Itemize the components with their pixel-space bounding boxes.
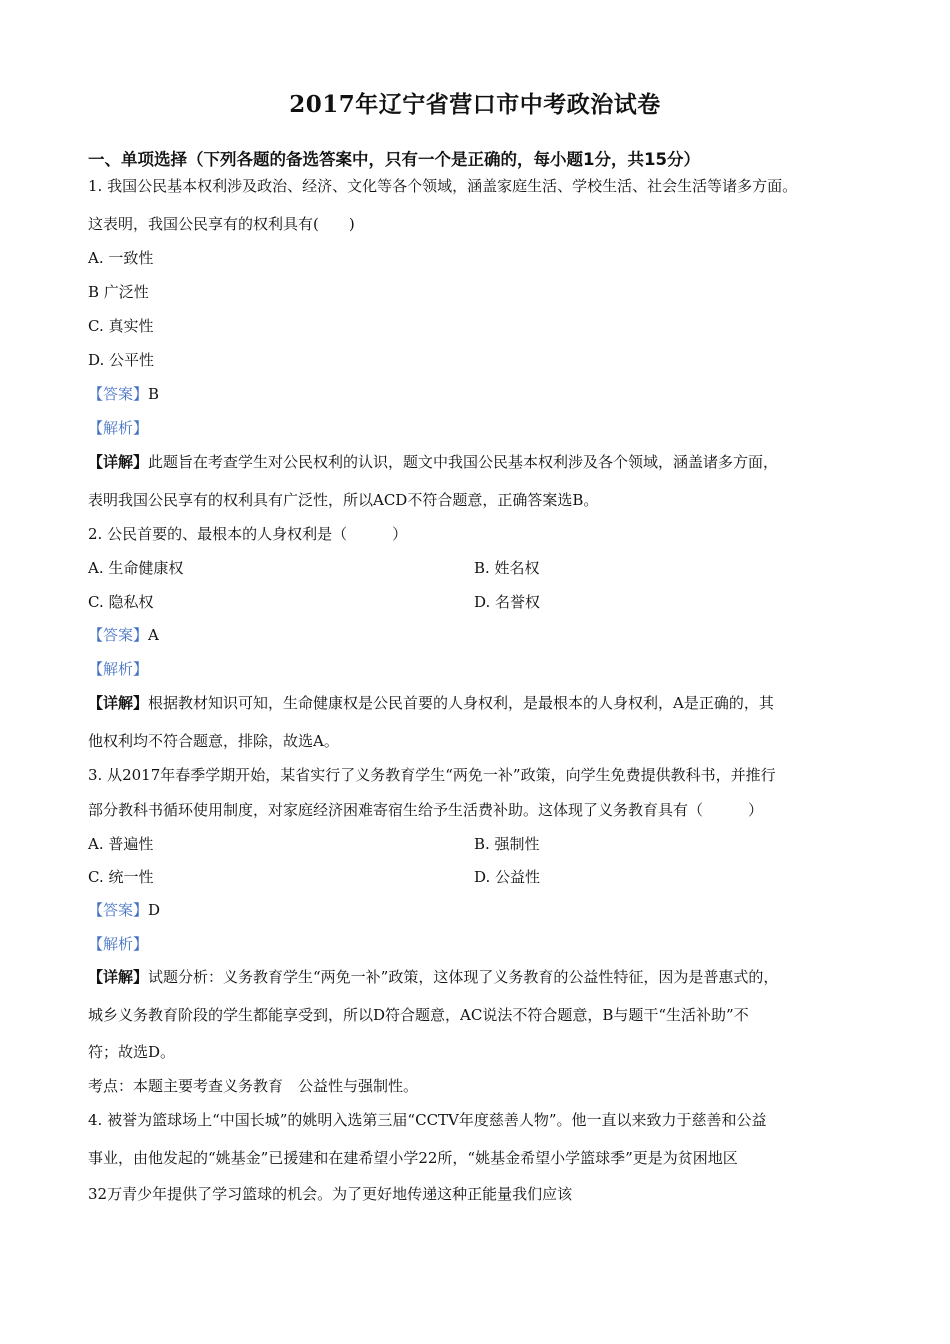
question-3-analysis-tag: 【解析】 [88,935,149,953]
detail-tag: 【详解】 [88,968,149,986]
question-3-stem-line-1: 3. 从2017年春季学期开始，某省实行了义务教育学生“两免一补”政策，向学生免费提供教科书，并推行 [88,766,776,784]
detail-text: 此题旨在考查学生对公民权利的认识，题文中我国公民基本权利涉及各个领域，涵盖诸多方面， [148,453,779,471]
question-3-stem-line-2: 部分教科书循环使用制度，对家庭经济困难寄宿生给予生活费补助。这体现了义务教育具有（ ） [88,801,764,819]
question-2-detail-line-1 [88,693,774,713]
question-2-answer [88,625,159,645]
answer-value: A [148,626,159,644]
detail-text: 试题分析：义务教育学生“两免一补”政策，这体现了义务教育的公益性特征，因为是普惠式的， [148,968,779,986]
detail-text: 根据教材知识可知，生命健康权是公民首要的人身权利，是最根本的人身权利，A是正确的，其 [148,694,774,712]
answer-tag: 【答案】 [88,626,149,644]
question-3-detail-line-2: 城乡义务教育阶段的学生都能享受到，所以D符合题意，AC说法不符合题意，B与题干“生活补助”不 [88,1006,749,1024]
question-1-stem-line-2: 这表明，我国公民享有的权利具有( ) [88,215,355,233]
question-2-detail-line-2: 他权利均不符合题意，排除，故选A。 [88,732,339,750]
question-3-detail-line-3: 符；故选D。 [88,1043,176,1061]
question-1-option-d: D. 公平性 [88,351,155,369]
question-4-stem-line-1: 4. 被誉为篮球场上“中国长城”的姚明入选第三届“CCTV年度慈善人物”。他一直以来致力于慈善和公益 [88,1111,767,1129]
question-1-answer [88,384,159,404]
question-2-option-a: A. 生命健康权 [88,559,184,577]
answer-value: D [148,901,161,919]
question-3-option-a: A. 普遍性 [88,835,154,853]
question-2-option-c: C. 隐私权 [88,593,154,611]
question-2-option-d: D. 名誉权 [474,593,541,611]
detail-tag: 【详解】 [88,694,149,712]
question-3-option-c: C. 统一性 [88,868,154,886]
question-1-option-b: B 广泛性 [88,283,149,301]
question-1-stem-line-1: 1. 我国公民基本权利涉及政治、经济、文化等各个领域，涵盖家庭生活、学校生活、社会生活等诸多方面。 [88,177,798,195]
question-3-note: 考点：本题主要考查义务教育 公益性与强制性。 [88,1077,419,1095]
question-1-analysis-tag: 【解析】 [88,419,149,437]
question-3-option-d: D. 公益性 [474,868,541,886]
section-heading: 一、单项选择（下列各题的备选答案中，只有一个是正确的，每小题1分，共15分） [88,150,700,169]
answer-value: B [148,385,160,403]
page-title: 2017年辽宁省营口市中考政治试卷 [289,91,661,118]
answer-tag: 【答案】 [88,901,149,919]
question-3-option-b: B. 强制性 [474,835,540,853]
question-2-analysis-tag: 【解析】 [88,660,149,678]
question-2-option-b: B. 姓名权 [474,559,540,577]
question-1-option-a: A. 一致性 [88,249,154,267]
question-1-option-c: C. 真实性 [88,317,154,335]
question-2-stem: 2. 公民首要的、最根本的人身权利是（ ） [88,525,408,543]
question-1-detail-line-1 [88,452,778,472]
detail-tag: 【详解】 [88,453,149,471]
question-3-detail-line-1 [88,967,778,987]
question-3-answer [88,900,160,920]
question-4-stem-line-2: 事业，由他发起的“姚基金”已援建和在建希望小学22所，“姚基金希望小学篮球季”更是为贫困地区 [88,1149,738,1167]
answer-tag: 【答案】 [88,385,149,403]
question-4-stem-line-3: 32万青少年提供了学习篮球的机会。为了更好地传递这种正能量我们应该 [88,1185,573,1203]
question-1-detail-line-2: 表明我国公民享有的权利具有广泛性，所以ACD不符合题意，正确答案选B。 [88,491,599,509]
